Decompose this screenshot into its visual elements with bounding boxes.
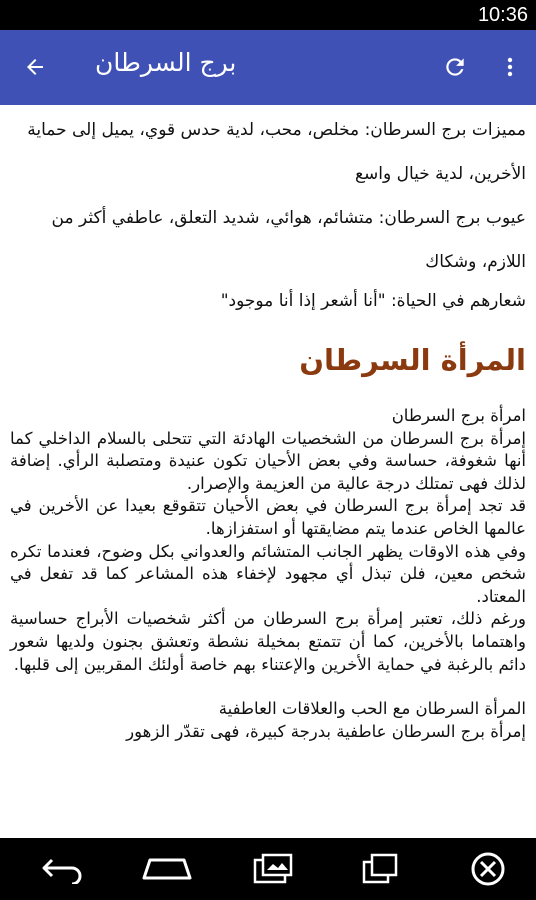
section-heading: المرأة السرطان <box>299 343 526 377</box>
nav-home-icon <box>140 856 194 882</box>
refresh-icon <box>442 54 468 80</box>
navigation-bar <box>0 838 536 900</box>
traits-text: مميزات برج السرطان: مخلص، محب، لدية حدس قوي، يميل إلى حماية الأخرين، لدية خيال واسع <box>27 120 526 184</box>
back-button[interactable] <box>12 44 58 90</box>
flaws-text: عيوب برج السرطان: متشائم، هوائي، شديد التعلق، عاطفي أكثر من اللازم، وشكاك <box>51 208 526 272</box>
refresh-button[interactable] <box>432 44 478 90</box>
article-paragraph: ورغم ذلك، تعتبر إمرأة برج السرطان من أكثر شخصيات الأبراج حساسية واهتماما بالأخرين، كما أن تتمتع بمخيلة نشطة وتعشق بجنون ولديها شعور دائم بالرغبة في حماية الأخرين والإعتناء بهم خاصة أولئك المقربين إلى قلبها. <box>10 609 526 674</box>
article-paragraph: إمرأة برج السرطان عاطفية بدرجة كبيرة، فهى تقدّر الزهور <box>126 721 526 741</box>
status-time: 10:36 <box>477 4 528 26</box>
close-circle-icon <box>468 849 508 889</box>
article-body <box>10 405 526 743</box>
status-bar <box>0 0 536 30</box>
nav-screenshot-button[interactable] <box>243 847 303 891</box>
nav-close-button[interactable] <box>458 847 518 891</box>
nav-home-button[interactable] <box>137 847 197 891</box>
more-vert-icon <box>498 55 522 79</box>
back-arrow-icon <box>23 55 47 79</box>
motto-text: شعارهم في الحياة: "أنا أشعر إذا أنا موجود" <box>220 291 526 311</box>
more-options-button[interactable] <box>487 44 533 90</box>
nav-back-icon <box>38 854 86 884</box>
nav-recents-button[interactable] <box>350 847 410 891</box>
article-paragraph: إمرأة برج السرطان من الشخصيات الهادئة التي تتحلى بالسلام الداخلي كما أنها شغوفة، حساسة وفي بعض الأحيان تكون عنيدة ومتصلبة الرأي. إضافة لذلك فهى تمتلك درجة عالية من العزيمة والإصرار. <box>10 428 526 493</box>
recents-icon <box>358 852 402 886</box>
article-subtitle-2: المرأة السرطان مع الحب والعلاقات العاطفية <box>218 699 526 719</box>
article-paragraph: وفي هذه الاوقات يظهر الجانب المتشائم والعدواني بكل وضوح، فعندما تكره شخص معين، فلن تبذل أي مجهود لإخفاء هذه المشاعر كما قد تفعل في المعتاد. <box>10 541 526 606</box>
article-content[interactable] <box>0 105 536 838</box>
nav-back-button[interactable] <box>32 847 92 891</box>
screenshot-icon <box>251 852 295 886</box>
article-paragraph: قد تجد إمرأة برج السرطان في بعض الأحيان تتقوقع بعيدا عن الأخرين في عالمها الخاص عندما يتم مضايقتها أو استفزازها. <box>10 496 526 538</box>
app-bar <box>0 30 536 105</box>
paragraph-spacer <box>10 676 526 698</box>
article-subtitle: امرأة برج السرطان <box>391 406 526 425</box>
page-title: برج السرطان <box>95 48 237 77</box>
